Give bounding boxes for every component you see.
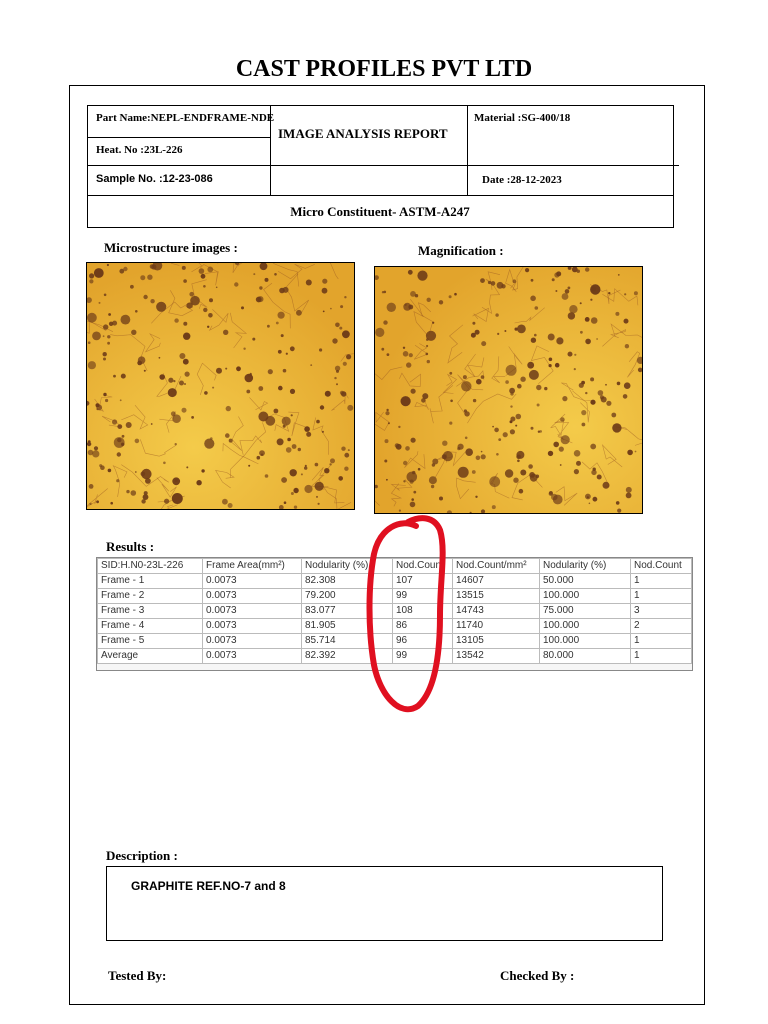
results-cell: 50.000 bbox=[540, 574, 631, 589]
results-cell: 13515 bbox=[453, 589, 540, 604]
results-cell: 82.308 bbox=[302, 574, 393, 589]
results-cell: 86 bbox=[393, 619, 453, 634]
header-divider bbox=[87, 195, 673, 196]
checked-by: Checked By : bbox=[500, 968, 575, 983]
report-title: IMAGE ANALYSIS REPORT bbox=[278, 126, 448, 141]
results-cell: 0.0073 bbox=[203, 589, 302, 604]
header-divider bbox=[87, 165, 679, 166]
results-cell: Frame - 3 bbox=[98, 604, 203, 619]
sample-no: Sample No. :12-23-086 bbox=[96, 173, 213, 185]
results-cell: 2 bbox=[631, 619, 692, 634]
results-cell: 80.000 bbox=[540, 649, 631, 664]
heat-no: Heat. No :23L-226 bbox=[96, 144, 183, 156]
results-cell: 14743 bbox=[453, 604, 540, 619]
micro-constituent: Micro Constituent- ASTM-A247 bbox=[290, 204, 470, 219]
results-cell: 13542 bbox=[453, 649, 540, 664]
annotation-circle bbox=[360, 510, 450, 720]
company-title: CAST PROFILES PVT LTD bbox=[235, 56, 533, 82]
results-cell: 100.000 bbox=[540, 589, 631, 604]
results-cell: Average bbox=[98, 649, 203, 664]
results-cell: 0.0073 bbox=[203, 634, 302, 649]
magnification-label: Magnification : bbox=[418, 243, 504, 258]
header-divider bbox=[87, 137, 270, 138]
results-cell: 14607 bbox=[453, 574, 540, 589]
tested-by: Tested By: bbox=[108, 968, 167, 983]
results-cell: 0.0073 bbox=[203, 604, 302, 619]
part-name: Part Name:NEPL-ENDFRAME-NDE bbox=[96, 112, 275, 124]
results-header-cell: Nodularity (%) bbox=[302, 559, 393, 574]
header-divider bbox=[467, 105, 468, 195]
results-cell: 100.000 bbox=[540, 634, 631, 649]
results-cell: 96 bbox=[393, 634, 453, 649]
results-header-cell: Frame Area(mm²) bbox=[203, 559, 302, 574]
results-header-cell: SID:H.N0-23L-226 bbox=[98, 559, 203, 574]
results-cell: 1 bbox=[631, 574, 692, 589]
results-cell: Frame - 2 bbox=[98, 589, 203, 604]
results-cell: 0.0073 bbox=[203, 574, 302, 589]
results-cell: 81.905 bbox=[302, 619, 393, 634]
results-cell: 0.0073 bbox=[203, 619, 302, 634]
results-cell: Frame - 5 bbox=[98, 634, 203, 649]
results-cell: 75.000 bbox=[540, 604, 631, 619]
results-header-cell: Nod.Count bbox=[393, 559, 453, 574]
results-cell: 0.0073 bbox=[203, 649, 302, 664]
microstructure-label: Microstructure images : bbox=[104, 240, 238, 255]
results-header-cell: Nod.Count/mm² bbox=[453, 559, 540, 574]
results-cell: 1 bbox=[631, 589, 692, 604]
results-cell: 1 bbox=[631, 634, 692, 649]
results-cell: 82.392 bbox=[302, 649, 393, 664]
results-cell: Frame - 1 bbox=[98, 574, 203, 589]
results-cell: 1 bbox=[631, 649, 692, 664]
description-box bbox=[106, 866, 663, 941]
material: Material :SG-400/18 bbox=[474, 112, 571, 124]
results-cell: 3 bbox=[631, 604, 692, 619]
results-cell: 11740 bbox=[453, 619, 540, 634]
results-header-cell: Nodularity (%) bbox=[540, 559, 631, 574]
results-cell: Frame - 4 bbox=[98, 619, 203, 634]
results-cell: 83.077 bbox=[302, 604, 393, 619]
microstructure-image bbox=[86, 262, 355, 510]
results-cell: 99 bbox=[393, 589, 453, 604]
magnification-image bbox=[374, 266, 643, 514]
description-label: Description : bbox=[106, 848, 178, 863]
results-cell: 79.200 bbox=[302, 589, 393, 604]
results-cell: 85.714 bbox=[302, 634, 393, 649]
results-cell: 100.000 bbox=[540, 619, 631, 634]
report-date: Date :28-12-2023 bbox=[482, 174, 562, 186]
results-cell: 108 bbox=[393, 604, 453, 619]
results-cell: 107 bbox=[393, 574, 453, 589]
results-header-cell: Nod.Count bbox=[631, 559, 692, 574]
results-cell: 13105 bbox=[453, 634, 540, 649]
results-label: Results : bbox=[106, 539, 155, 554]
description-text: GRAPHITE REF.NO-7 and 8 bbox=[131, 879, 286, 893]
results-cell: 99 bbox=[393, 649, 453, 664]
